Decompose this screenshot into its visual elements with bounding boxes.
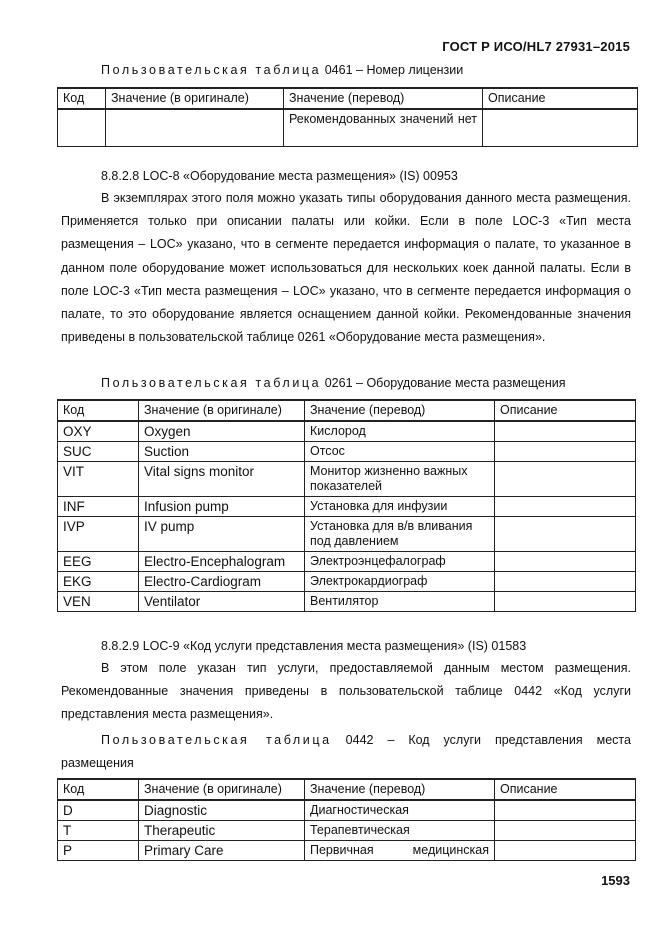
header-translation: Значение (перевод) [305, 779, 495, 800]
header-description: Описание [495, 779, 636, 800]
cell-code: VEN [58, 592, 139, 612]
cell-description [495, 462, 636, 497]
cell-code [58, 109, 106, 146]
table-row [58, 592, 636, 612]
cell-original: IV pump [139, 517, 305, 552]
caption-label: Пользовательская таблица [101, 63, 322, 77]
cell-original: Electro-Encephalogram [139, 552, 305, 572]
table-row [58, 517, 636, 552]
table-row [58, 841, 636, 861]
cell-translation: Рекомендованных значений нет [284, 109, 483, 146]
table-0261 [57, 399, 636, 612]
cell-original: Oxygen [139, 421, 305, 442]
cell-description [483, 109, 638, 146]
header-description: Описание [495, 400, 636, 421]
cell-description [495, 841, 636, 861]
cell-code: EEG [58, 552, 139, 572]
section-paragraph-loc8 [61, 187, 631, 349]
header-code: Код [58, 400, 139, 421]
caption-dash: – [356, 376, 363, 390]
cell-original [106, 109, 284, 146]
caption-number: 0442 [345, 733, 374, 747]
section-heading-loc9: 8.8.2.9 LOC-9 «Код услуги представления места размещения» (IS) 01583 [101, 639, 527, 653]
table-header-row [58, 400, 636, 421]
paragraph-text: В экземплярах этого поля можно указать типы оборудования данного места размещения. Применяется только при описании палаты или койки. Если в поле LOC-3 «Тип места размещения – LOC» указано, что в сегменте передается информация о палате, то указанное в данном поле оборудование может использоваться для нескольких коек данной палаты. Если в поле LOC-3 «Тип места размещения – LOC» указано, что в сегменте передается информация о палате, то это оборудование является оснащением данной койки. Рекомендованные значения приведены в пользовательской таблице 0261 «Оборудование места размещения». [61, 191, 631, 345]
cell-description [495, 572, 636, 592]
table-row [58, 800, 636, 821]
cell-description [495, 552, 636, 572]
cell-translation: Установка для в/в вливания под давлением [305, 517, 495, 552]
caption-dash: – [387, 733, 395, 747]
cell-description [495, 592, 636, 612]
caption-number: 0261 [324, 376, 353, 390]
cell-original: Therapeutic [139, 821, 305, 841]
cell-translation: Диагностическая [305, 800, 495, 821]
table-row [58, 442, 636, 462]
header-code: Код [58, 779, 139, 800]
header-translation: Значение (перевод) [305, 400, 495, 421]
table-row [58, 497, 636, 517]
caption-title: Номер лицензии [366, 63, 464, 77]
caption-number: 0461 [324, 63, 353, 77]
cell-translation: Вентилятор [305, 592, 495, 612]
caption-label: Пользовательская таблица [101, 733, 332, 747]
cell-original: Ventilator [139, 592, 305, 612]
section-heading-loc8: 8.8.2.8 LOC-8 «Оборудование места размещения» (IS) 00953 [101, 169, 458, 183]
cell-original: Diagnostic [139, 800, 305, 821]
caption-title: Оборудование места размещения [366, 376, 566, 390]
cell-original: Suction [139, 442, 305, 462]
table-0461-caption [101, 63, 463, 77]
cell-description [495, 442, 636, 462]
cell-description [495, 517, 636, 552]
cell-code: IVP [58, 517, 139, 552]
cell-code: D [58, 800, 139, 821]
table-row [58, 109, 638, 146]
table-header-row [58, 779, 636, 800]
table-row [58, 572, 636, 592]
cell-code: VIT [58, 462, 139, 497]
cell-description [495, 497, 636, 517]
cell-code: P [58, 841, 139, 861]
header-original: Значение (в оригинале) [139, 400, 305, 421]
cell-description [495, 821, 636, 841]
caption-label: Пользовательская таблица [101, 376, 322, 390]
cell-translation: Установка для инфузии [305, 497, 495, 517]
cell-code: OXY [58, 421, 139, 442]
cell-code: EKG [58, 572, 139, 592]
table-0261-caption [101, 376, 566, 390]
header-original: Значение (в оригинале) [106, 88, 284, 109]
header-original: Значение (в оригинале) [139, 779, 305, 800]
header-description: Описание [483, 88, 638, 109]
header-code: Код [58, 88, 106, 109]
cell-translation: Отсос [305, 442, 495, 462]
cell-translation: Терапевтическая [305, 821, 495, 841]
caption-title: Код услуги представления места размещения [61, 733, 631, 770]
cell-description [495, 421, 636, 442]
cell-code: T [58, 821, 139, 841]
paragraph-text: В этом поле указан тип услуги, предоставляемой данным местом размещения. Рекомендованные значения приведены в пользовательской таблице 0442 «Код услуги представления места размещения». [61, 661, 631, 722]
cell-translation: Электроэнцефалограф [305, 552, 495, 572]
cell-original: Vital signs monitor [139, 462, 305, 497]
cell-description [495, 800, 636, 821]
header-translation: Значение (перевод) [284, 88, 483, 109]
table-row [58, 552, 636, 572]
cell-translation: Первичная медицинская [305, 841, 495, 861]
section-paragraph-loc9 [61, 657, 631, 727]
cell-code: INF [58, 497, 139, 517]
cell-translation: Монитор жизненно важных показателей [305, 462, 495, 497]
caption-dash: – [356, 63, 363, 77]
cell-code: SUC [58, 442, 139, 462]
cell-original: Primary Care [139, 841, 305, 861]
cell-translation: Электрокардиограф [305, 572, 495, 592]
cell-original: Infusion pump [139, 497, 305, 517]
table-0461 [57, 87, 638, 147]
page-number: 1593 [601, 873, 630, 888]
table-row [58, 421, 636, 442]
table-row [58, 821, 636, 841]
table-0442 [57, 778, 636, 861]
cell-original: Electro-Cardiogram [139, 572, 305, 592]
standard-designation: ГОСТ Р ИСО/HL7 27931–2015 [442, 39, 630, 54]
table-header-row [58, 88, 638, 109]
cell-translation: Кислород [305, 421, 495, 442]
table-0442-caption [61, 729, 631, 775]
table-row [58, 462, 636, 497]
